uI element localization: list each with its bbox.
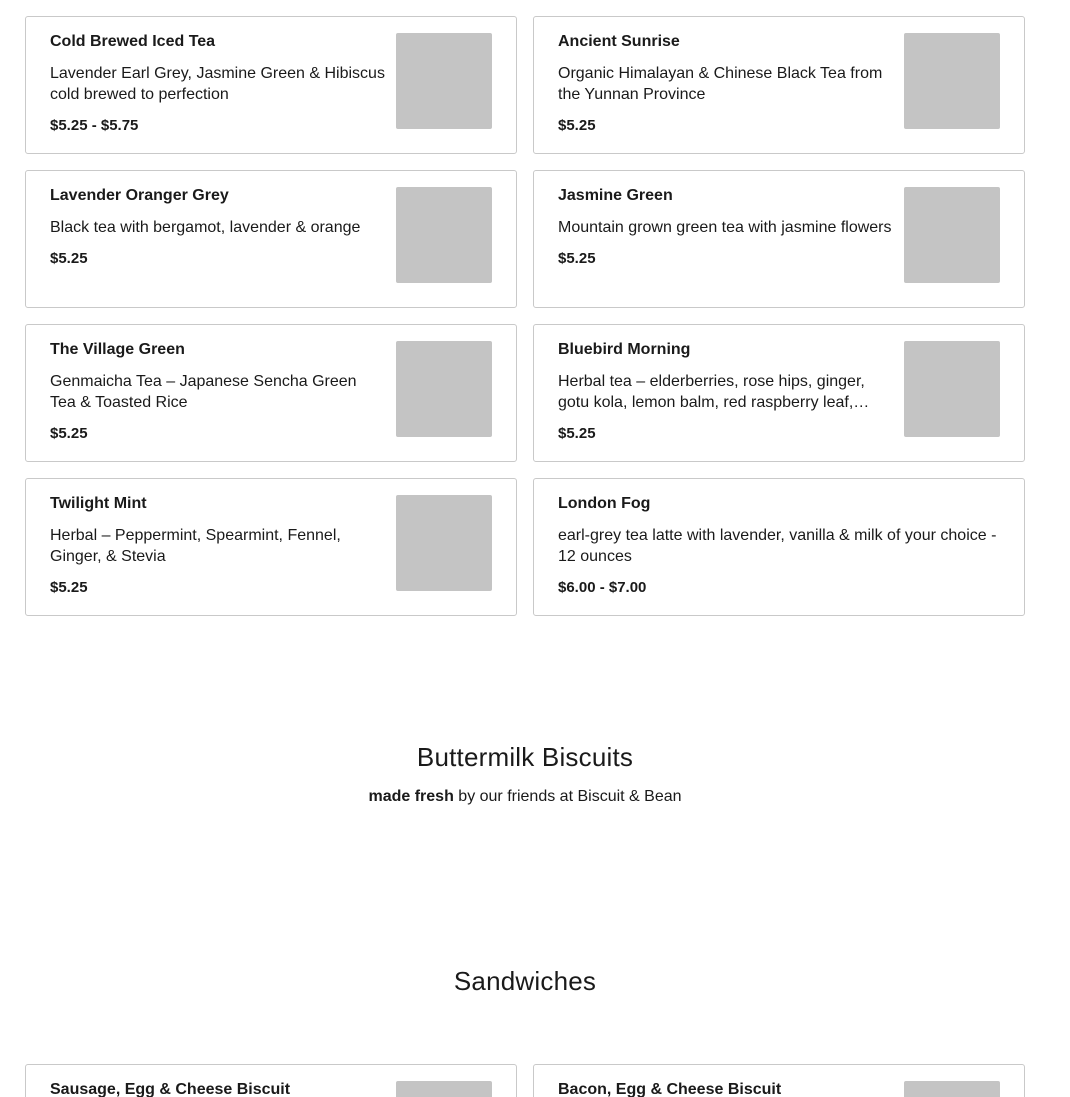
item-image-placeholder [396,495,492,591]
menu-item-card[interactable] [25,478,517,616]
item-name: Cold Brewed Iced Tea [50,33,216,50]
item-description: Lavender Earl Grey, Jasmine Green & Hibiscus cold brewed to perfection [50,65,385,103]
menu-item-card[interactable] [25,324,517,462]
item-name: Bluebird Morning [558,341,691,358]
item-description: Genmaicha Tea – Japanese Sencha Green Tea & Toasted Rice [50,373,357,411]
item-price: $5.25 - $5.75 [50,117,139,134]
section-title-sandwiches: Sandwiches [453,966,597,996]
tea-menu-grid [25,16,1025,616]
menu-item-card[interactable] [25,170,517,308]
item-price: $5.25 [50,425,88,442]
menu-item-card[interactable] [533,478,1025,616]
item-description: Herbal – Peppermint, Spearmint, Fennel, Ginger, & Stevia [50,527,341,565]
item-name: Lavender Oranger Grey [50,187,229,204]
menu-item-card[interactable] [25,1064,517,1097]
item-name: The Village Green [50,341,185,358]
menu-item-card[interactable] [533,324,1025,462]
item-image-placeholder [904,1081,1000,1097]
item-name: Jasmine Green [558,187,673,204]
item-image-placeholder [396,1081,492,1097]
menu-item-card[interactable] [533,16,1025,154]
section-title-biscuits: Buttermilk Biscuits [416,742,634,772]
item-image-placeholder [904,187,1000,283]
item-description: earl-grey tea latte with lavender, vanilla & milk of your choice - 12 ounces [558,527,997,565]
item-description: Mountain grown green tea with jasmine flowers [558,219,892,236]
item-name: Sausage, Egg & Cheese Biscuit [50,1081,291,1097]
item-image-placeholder [904,341,1000,437]
item-price: $5.25 [50,250,88,267]
sandwich-menu-grid [25,1064,1025,1097]
item-image-placeholder [396,187,492,283]
item-image-placeholder [904,33,1000,129]
item-price: $5.25 [558,425,596,442]
item-image-placeholder [396,341,492,437]
item-description: Herbal tea – elderberries, rose hips, ginger, gotu kola, lemon balm, red raspberry leaf, [558,373,865,411]
item-description: Organic Himalayan & Chinese Black Tea from the Yunnan Province [558,65,883,103]
subtitle-text: by our friends at Biscuit & Bean [453,788,682,805]
item-image-placeholder [396,33,492,129]
item-description: Black tea with bergamot, lavender & orange [50,219,361,236]
menu-item-card[interactable] [533,1064,1025,1097]
subtitle-emphasis: made fresh [368,788,454,805]
item-name: Ancient Sunrise [558,33,680,50]
item-price: $5.25 [558,250,596,267]
item-name: Twilight Mint [50,495,147,512]
section-subtitle-biscuits [0,787,1050,807]
item-name: London Fog [558,495,651,512]
item-price: $5.25 [558,117,596,134]
item-price: $6.00 - $7.00 [558,579,647,596]
menu-item-card[interactable] [533,170,1025,308]
menu-item-card[interactable] [25,16,517,154]
item-name: Bacon, Egg & Cheese Biscuit [558,1081,782,1097]
item-price: $5.25 [50,579,88,596]
